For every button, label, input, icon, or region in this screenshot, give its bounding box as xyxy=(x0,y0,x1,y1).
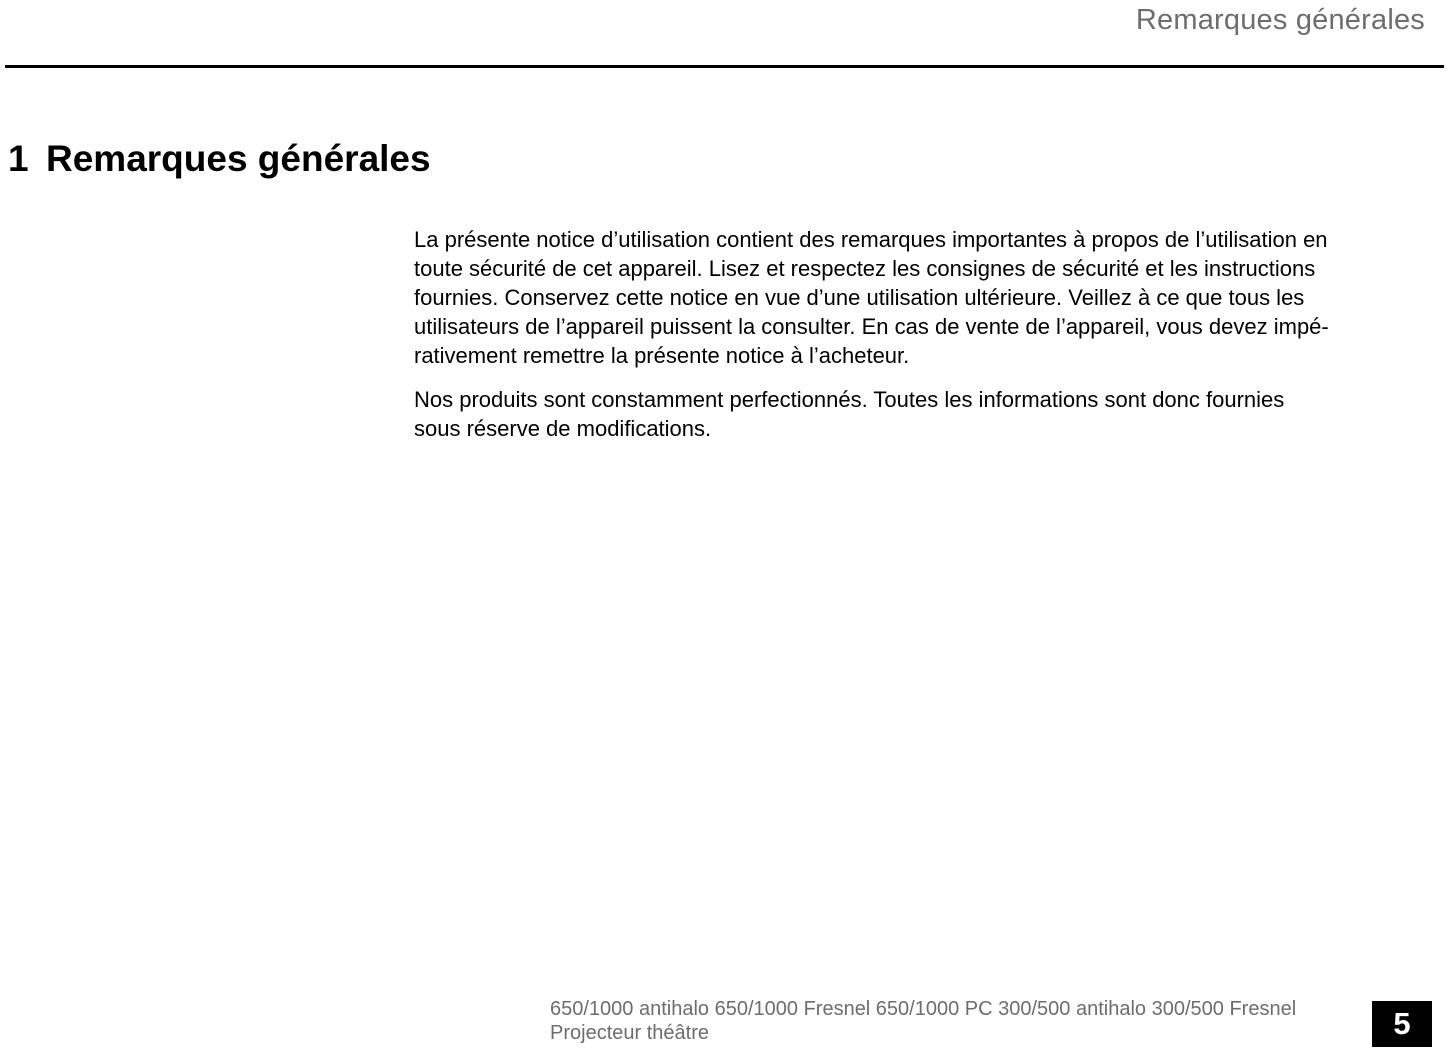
footer xyxy=(550,997,1296,1045)
running-header-title: Remarques générales xyxy=(1135,4,1425,36)
paragraph-line: sous réserve de modifications. xyxy=(414,416,712,441)
chapter-number: 1 xyxy=(8,138,29,179)
footer-models: 650/1000 antihalo 650/1000 Fresnel 650/1000 PC 300/500 antihalo 300/500 Fresnel xyxy=(550,998,1297,1020)
footer-product: Projecteur théâtre xyxy=(550,1022,709,1044)
paragraph-line: fournies. Conservez cette notice en vue d’une utilisation ultérieure. Veillez à ce que tous les xyxy=(414,285,1305,310)
paragraph-safety-notice xyxy=(414,225,1446,370)
page-number: 5 xyxy=(1372,1001,1432,1047)
paragraph-line: rativement remettre la présente notice à l’acheteur. xyxy=(414,343,910,368)
paragraph-line: toute sécurité de cet appareil. Lisez et respectez les consignes de sécurité et les instructions xyxy=(414,256,1316,281)
header-divider xyxy=(5,65,1444,68)
chapter-heading xyxy=(8,138,431,180)
paragraph-line: utilisateurs de l’appareil puissent la consulter. En cas de vente de l’appareil, vous devez impé- xyxy=(414,314,1329,339)
paragraph-modifications xyxy=(414,385,1446,443)
paragraph-line: Nos produits sont constamment perfectionnés. Toutes les informations sont donc fournies xyxy=(414,387,1285,412)
paragraph-line: La présente notice d’utilisation contient des remarques importantes à propos de l’utilisation en xyxy=(414,227,1328,252)
chapter-title: Remarques générales xyxy=(46,138,431,179)
body-text xyxy=(414,225,1446,458)
